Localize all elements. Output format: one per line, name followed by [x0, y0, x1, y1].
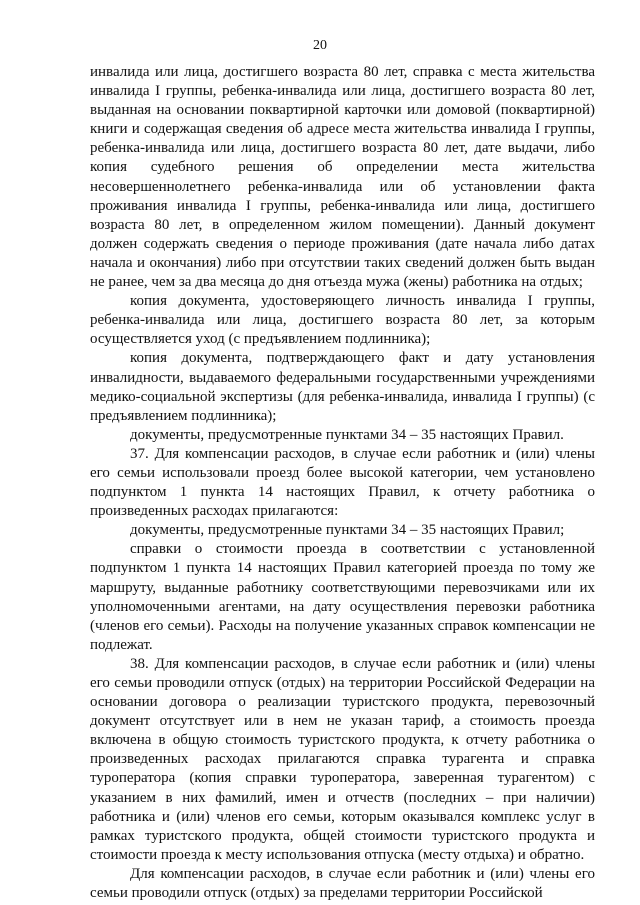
- paragraph-fare-certificates: справки о стоимости проезда в соответствии с установленной подпунктом 1 пункта 14 настоящих Правил категорией проезда по тому же маршруту, выданные работнику соответствующими перевозчиками или их уполномоченными агентами, на дату осуществления перевозки работника (членов его семьи). Расходы на получение указанных справок компенсации не подлежат.: [90, 541, 595, 653]
- paragraph-abroad-compensation: Для компенсации расходов, в случае если работник и (или) члены его семьи проводили отпуск (отдых) за пределами территории Российской: [90, 865, 595, 902]
- document-body: [90, 63, 595, 903]
- paragraph-documents-34-35: документы, предусмотренные пунктами 34 – 35 настоящих Правил.: [130, 426, 564, 443]
- paragraph-item-38: 38. Для компенсации расходов, в случае если работник и (или) члены его семьи проводили отпуск (отдых) на территории Российской Федерации на основании договора о реализации туристского продукта, перевозочный документ отсутствует или в нем не указан тариф, а стоимость проезда включена в общую стоимость туристского продукта, к отчету работника о произведенных расходах прилагаются справка турагента и справка туроператора (копия справки туроператора, заверенная турагентом) с указанием в них фамилий, имен и отчеств (последних – при наличии) работника и (или) членов его семьи, которым оказывался комплекс услуг в рамках туристского продукта, общей стоимости туристского продукта и стоимости проезда к месту использования отпуска (месту отдыха) и обратно.: [90, 655, 595, 863]
- paragraph-documents-34-35-list: документы, предусмотренные пунктами 34 – 35 настоящих Правил;: [130, 522, 565, 539]
- paragraph-identity-copy: копия документа, удостоверяющего личность инвалида I группы, ребенка-инвалида или лица, достигшего возраста 80 лет, за которым осуществляется уход (с предъявлением подлинника);: [90, 293, 595, 348]
- page-number: 20: [313, 38, 327, 53]
- paragraph-item-37: 37. Для компенсации расходов, в случае если работник и (или) члены его семьи использовали проезд более высокой категории, чем установлено подпунктом 1 пункта 14 настоящих Правил, к отчету работника о произведенных расходах прилагаются:: [90, 445, 595, 520]
- paragraph-disability-copy: копия документа, подтверждающего факт и дату установления инвалидности, выдаваемого федеральными государственными учреждениями медико-социальной экспертизы (для ребенка-инвалида, инвалида I группы) (с предъявлением подлинника);: [90, 350, 595, 424]
- paragraph-continuation: инвалида или лица, достигшего возраста 80 лет, справка с места жительства инвалида I группы, ребенка-инвалида или лица, достигшего возраста 80 лет, выданная на основании поквартирной карточки или домовой (поквартирной) книги и содержащая сведения об адресе места жительства инвалида I группы, ребенка-инвалида или лица, достигшего возраста 80 лет, дате выдачи, либо копия судебного решения об определении места жительства несовершеннолетнего ребенка-инвалида или об установлении факта проживания инвалида I группы, ребенка-инвалида или лица, достигшего возраста 80 лет, в определенном жилом помещении). Данный документ должен содержать сведения о периоде проживания (дате начала либо датах начала и окончания) либо при отсутствии таких сведений должен быть выдан не ранее, чем за два месяца до дня отъезда мужа (жены) работника на отдых;: [90, 64, 595, 291]
